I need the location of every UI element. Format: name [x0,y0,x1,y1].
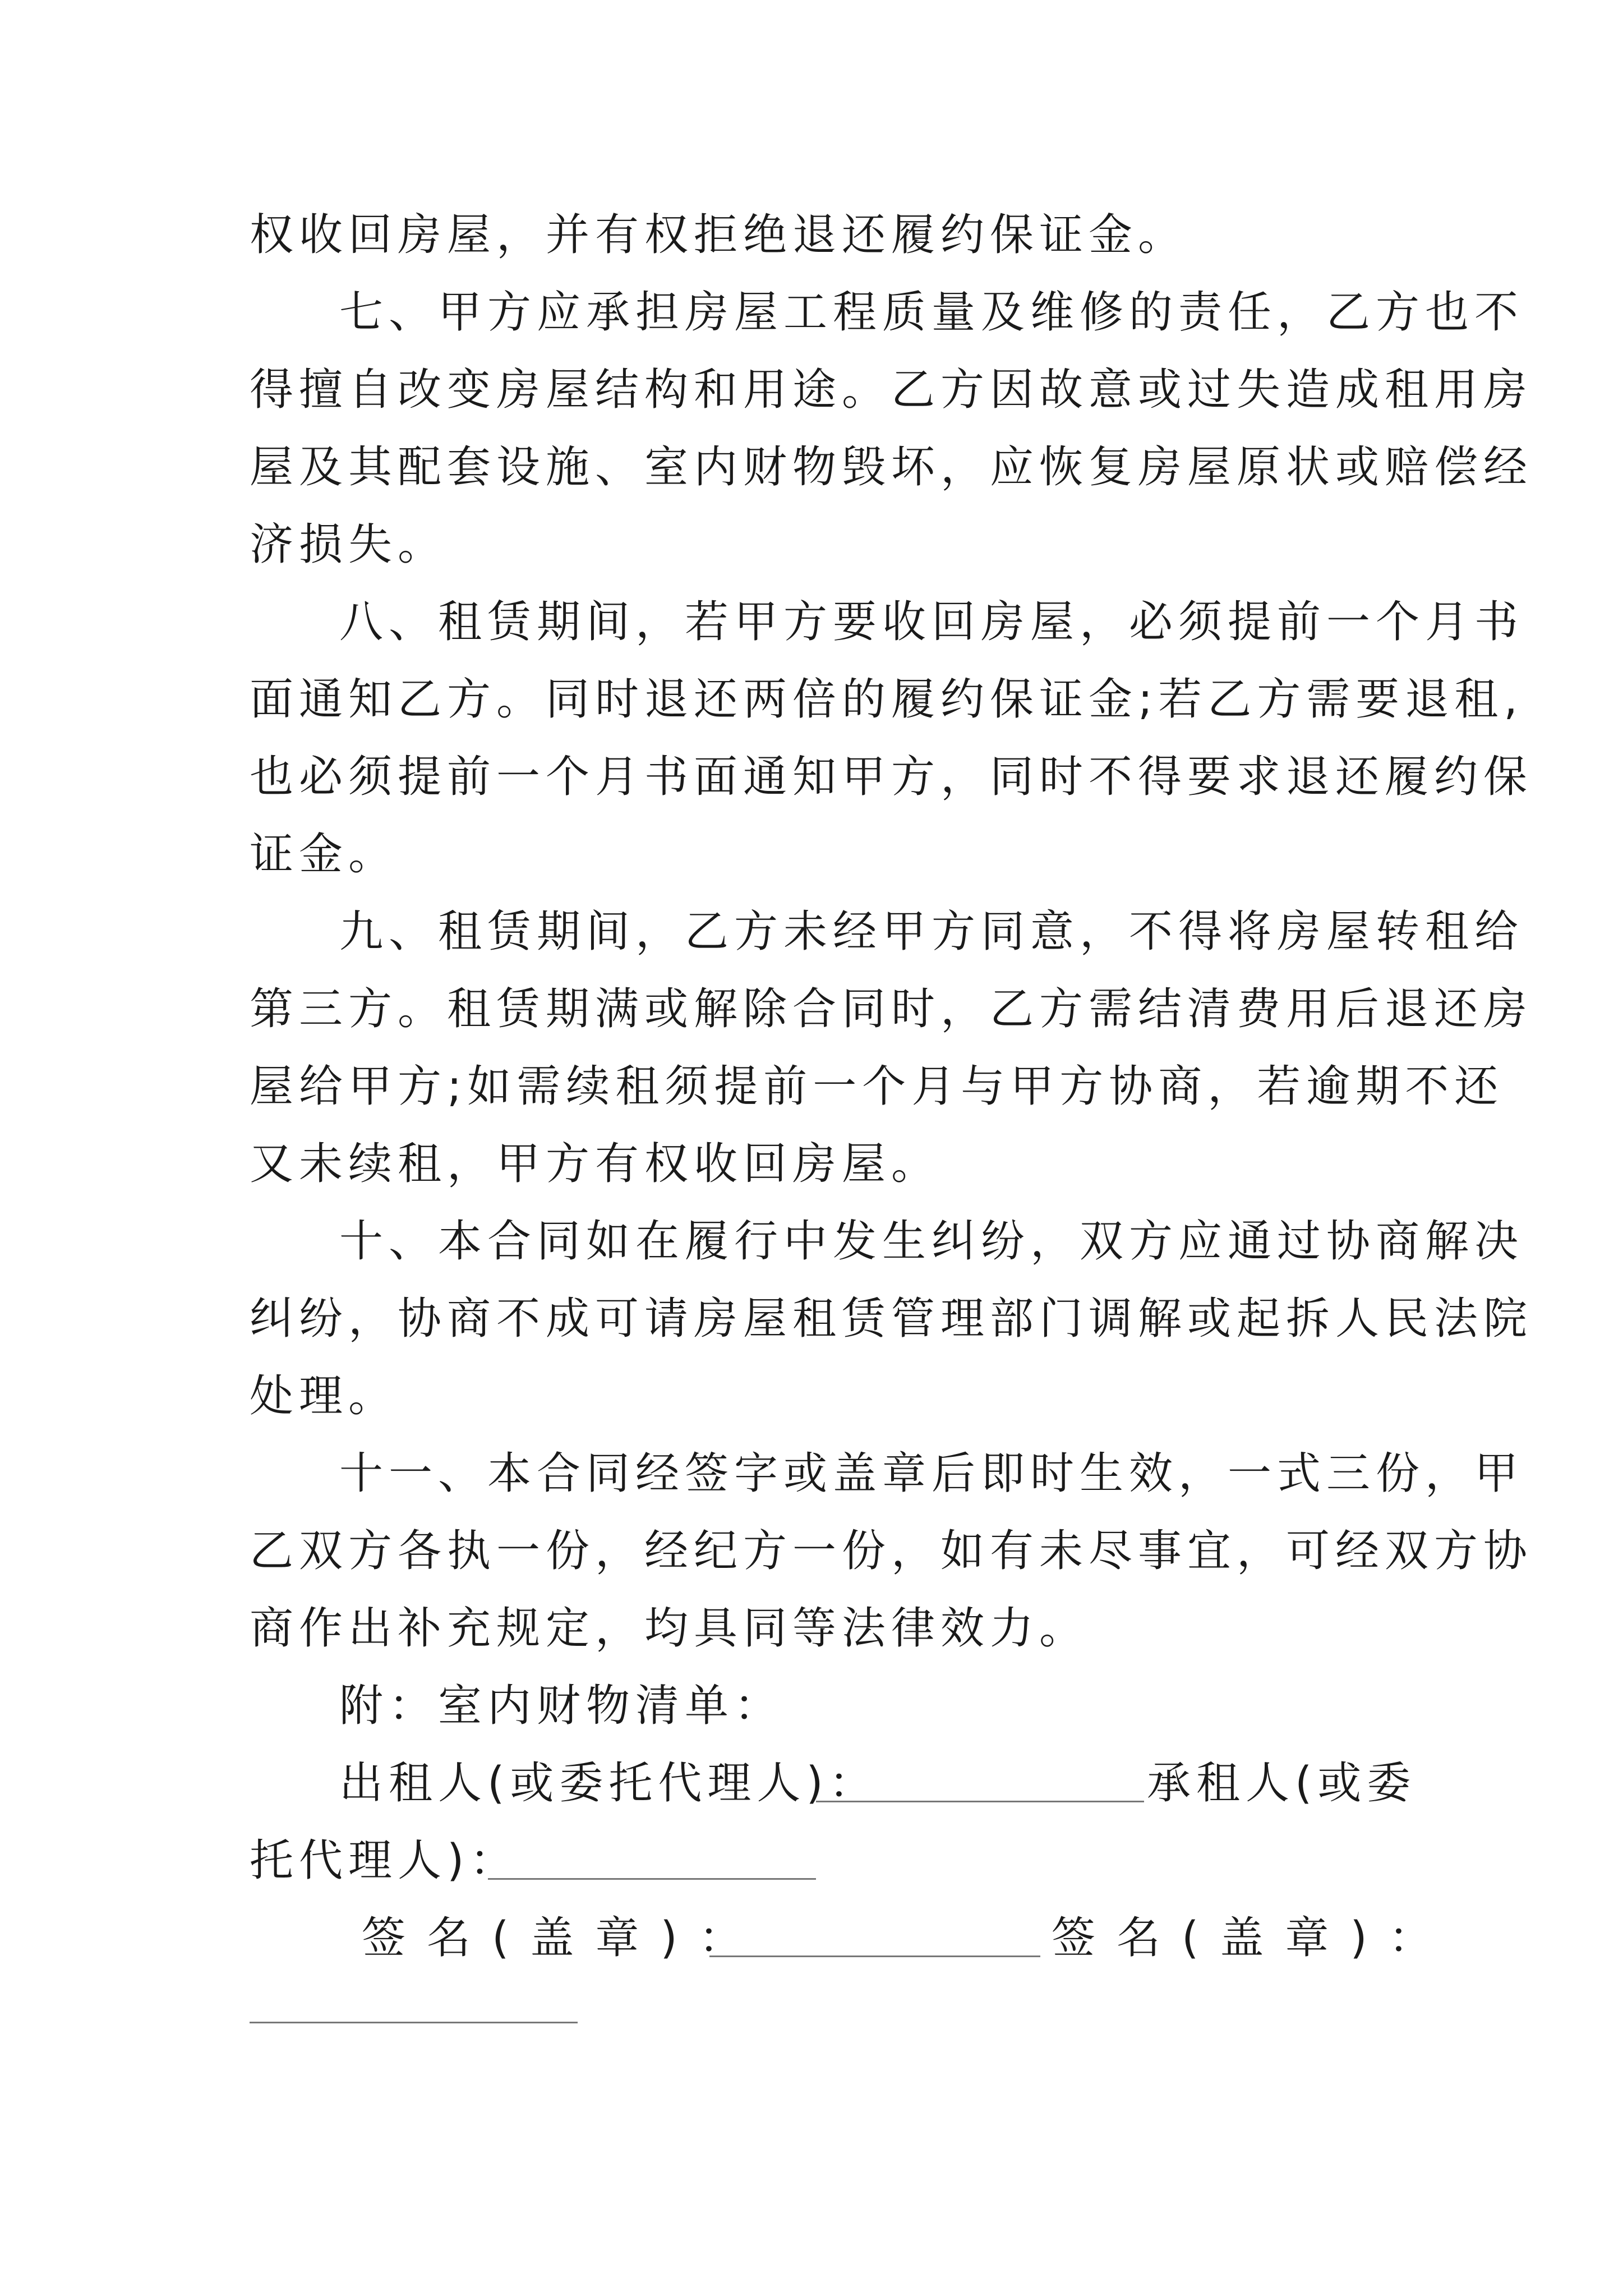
paragraph-line: 七、甲方应承担房屋工程质量及维修的责任，乙方也不 [339,287,1524,338]
lessee-label-part2: 托代理人)： [250,1835,519,1886]
paragraph-line: 商作出补充规定，均具同等法律效力。 [250,1603,1089,1654]
paragraph-line: 济损失。 [250,519,448,570]
paragraph-line: 第三方。租赁期满或解除合同时，乙方需结清费用后退还房 [250,984,1533,1034]
paragraph-line: 屋及其配套设施、室内财物毁坏，应恢复房屋原状或赔偿经 [250,442,1533,493]
lessor-seal-blank[interactable] [709,1955,1040,1957]
paragraph-line: 乙双方各执一份，经纪方一份，如有未尽事宜，可经双方协 [250,1526,1533,1576]
sign-label-lessor: 签名(盖章)： [362,1913,764,1963]
attachment-label: 附：室内财物清单： [339,1681,784,1731]
paragraph-line: 证金。 [250,829,398,880]
paragraph-line: 又未续租，甲方有权收回房屋。 [250,1139,941,1189]
paragraph-line: 十一、本合同经签字或盖章后即时生效，一式三份，甲 [339,1448,1524,1499]
paragraph-line: 得擅自改变房屋结构和用途。乙方因故意或过失造成租用房 [250,365,1533,415]
lessor-signature-blank[interactable] [816,1801,1144,1802]
sign-label-lessee: 签名(盖章)： [1052,1913,1454,1963]
paragraph-line: 权收回房屋，并有权拒绝退还履约保证金。 [250,210,1188,260]
lessee-label-part1: 承租人(或委 [1147,1758,1417,1809]
paragraph-line: 九、租赁期间，乙方未经甲方同意，不得将房屋转租给 [339,907,1524,957]
paragraph-line: 屋给甲方;如需续租须提前一个月与甲方协商，若逾期不还 [250,1061,1504,1112]
lessor-label: 出租人(或委托代理人)： [339,1758,878,1809]
paragraph-line: 处理。 [250,1371,398,1421]
lessee-seal-blank[interactable] [250,2022,578,2023]
paragraph-line: 八、租赁期间，若甲方要收回房屋，必须提前一个月书 [339,597,1524,647]
paragraph-line: 十、本合同如在履行中发生纠纷，双方应通过协商解决 [339,1216,1524,1267]
paragraph-line: 也必须提前一个月书面通知甲方，同时不得要求退还履约保 [250,752,1533,802]
lessee-signature-blank[interactable] [488,1878,816,1880]
paragraph-line: 面通知乙方。同时退还两倍的履约保证金;若乙方需要退租, [250,674,1524,725]
paragraph-line: 纠纷，协商不成可请房屋租赁管理部门调解或起拆人民法院 [250,1294,1533,1344]
